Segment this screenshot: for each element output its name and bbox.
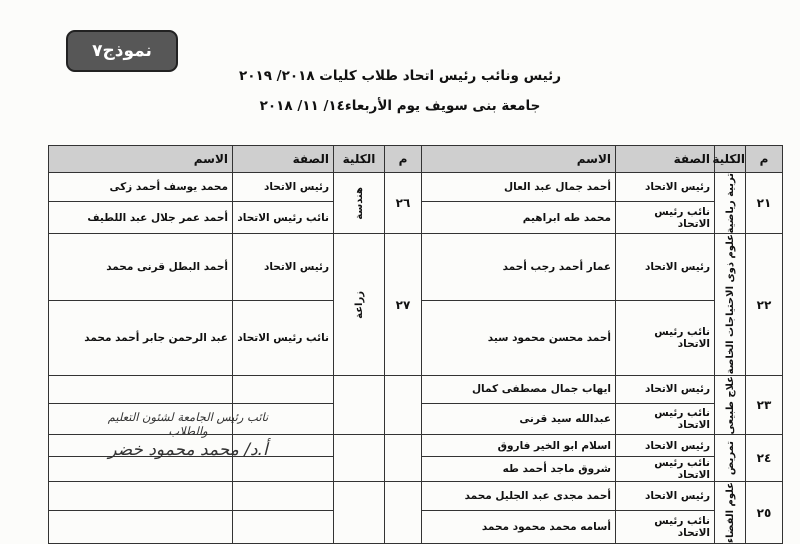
position-cell: نائب رئيس الاتحاد: [233, 300, 334, 375]
row-num: ٢٥: [746, 482, 783, 544]
name-cell: عبد الرحمن جابر أحمد محمد: [49, 300, 233, 375]
table-row: [49, 173, 783, 202]
empty-cell: [334, 435, 385, 482]
name-cell: أحمد محسن محمود سيد: [422, 300, 616, 375]
page-title: رئيس ونائب رئيس اتحاد طلاب كليات ٢٠١٨/ ٢٠١٩: [239, 68, 561, 84]
header-position: الصفة: [616, 146, 715, 173]
name-cell: اسلام ابو الخير فاروق: [422, 435, 616, 457]
position-cell: نائب رئيس الاتحاد: [616, 300, 715, 375]
position-cell: رئيس الاتحاد: [616, 375, 715, 403]
position-cell: نائب رئيس الاتحاد: [616, 201, 715, 234]
faculty-cell: علوم الفضاء: [715, 482, 746, 544]
empty-cell: [233, 482, 334, 511]
empty-cell: [233, 457, 334, 482]
empty-cell: [49, 457, 233, 482]
header-name-2: الاسم: [49, 146, 233, 173]
name-cell: أحمد جمال عبد العال: [422, 173, 616, 202]
row-num: ٢٧: [385, 234, 422, 375]
empty-cell: [385, 375, 422, 434]
header-faculty-2: الكلية: [334, 146, 385, 173]
name-cell: محمد يوسف أحمد زكى: [49, 173, 233, 202]
empty-cell: [49, 375, 233, 403]
row-num: ٢٣: [746, 375, 783, 434]
header-name: الاسم: [422, 146, 616, 173]
faculty-cell: تربية رياضية: [715, 173, 746, 234]
table-row: [49, 234, 783, 300]
form-number-badge: نموذج٧: [66, 30, 178, 72]
position-cell: رئيس الاتحاد: [233, 234, 334, 300]
name-cell: شروق ماجد أحمد طه: [422, 457, 616, 482]
header-faculty: الكلية: [715, 146, 746, 173]
row-num: ٢٦: [385, 173, 422, 234]
row-num: ٢٢: [746, 234, 783, 375]
signature-title: نائب رئيس الجامعة لشئون التعليم والطلاب: [107, 410, 269, 438]
position-cell: رئيس الاتحاد: [616, 435, 715, 457]
signature-block: [98, 410, 278, 460]
position-cell: رئيس الاتحاد: [233, 173, 334, 202]
faculty-cell: تمريض: [715, 435, 746, 482]
signature-name: أ.د/ محمد محمود خضر: [108, 440, 268, 460]
table-row: [49, 482, 783, 511]
name-cell: محمد طه ابراهيم: [422, 201, 616, 234]
name-cell: أحمد عمر جلال عبد اللطيف: [49, 201, 233, 234]
name-cell: أسامه محمد محمود محمد: [422, 511, 616, 544]
position-cell: نائب رئيس الاتحاد: [233, 201, 334, 234]
header-position-2: الصفة: [233, 146, 334, 173]
empty-cell: [233, 511, 334, 544]
name-cell: أحمد مجدى عبد الجليل محمد: [422, 482, 616, 511]
name-cell: عمار أحمد رجب أحمد: [422, 234, 616, 300]
faculty-cell: هندسة: [334, 173, 385, 234]
empty-cell: [385, 482, 422, 544]
name-cell: أحمد البطل قرنى محمد: [49, 234, 233, 300]
position-cell: رئيس الاتحاد: [616, 234, 715, 300]
row-num: ٢١: [746, 173, 783, 234]
position-cell: نائب رئيس الاتحاد: [616, 511, 715, 544]
position-cell: نائب رئيس الاتحاد: [616, 457, 715, 482]
page-subtitle: جامعة بنى سويف يوم الأربعاء١٤/ ١١/ ٢٠١٨: [259, 98, 541, 114]
faculty-cell: علاج طبيعى: [715, 375, 746, 434]
row-num: ٢٤: [746, 435, 783, 482]
empty-cell: [233, 375, 334, 403]
faculty-cell: زراعة: [334, 234, 385, 375]
position-cell: رئيس الاتحاد: [616, 173, 715, 202]
empty-cell: [385, 435, 422, 482]
empty-cell: [334, 375, 385, 434]
name-cell: ايهاب جمال مصطفى كمال: [422, 375, 616, 403]
header-num-2: م: [385, 146, 422, 173]
name-cell: عبدالله سيد قرنى: [422, 403, 616, 435]
empty-cell: [49, 511, 233, 544]
table-header-row: [49, 146, 783, 173]
position-cell: رئيس الاتحاد: [616, 482, 715, 511]
faculty-cell: علوم ذوى الاحتياجات الخاصة: [715, 234, 746, 375]
position-cell: نائب رئيس الاتحاد: [616, 403, 715, 435]
union-presidents-table: [48, 145, 783, 544]
empty-cell: [334, 482, 385, 544]
table-row: [49, 375, 783, 403]
header-num: م: [746, 146, 783, 173]
empty-cell: [49, 482, 233, 511]
